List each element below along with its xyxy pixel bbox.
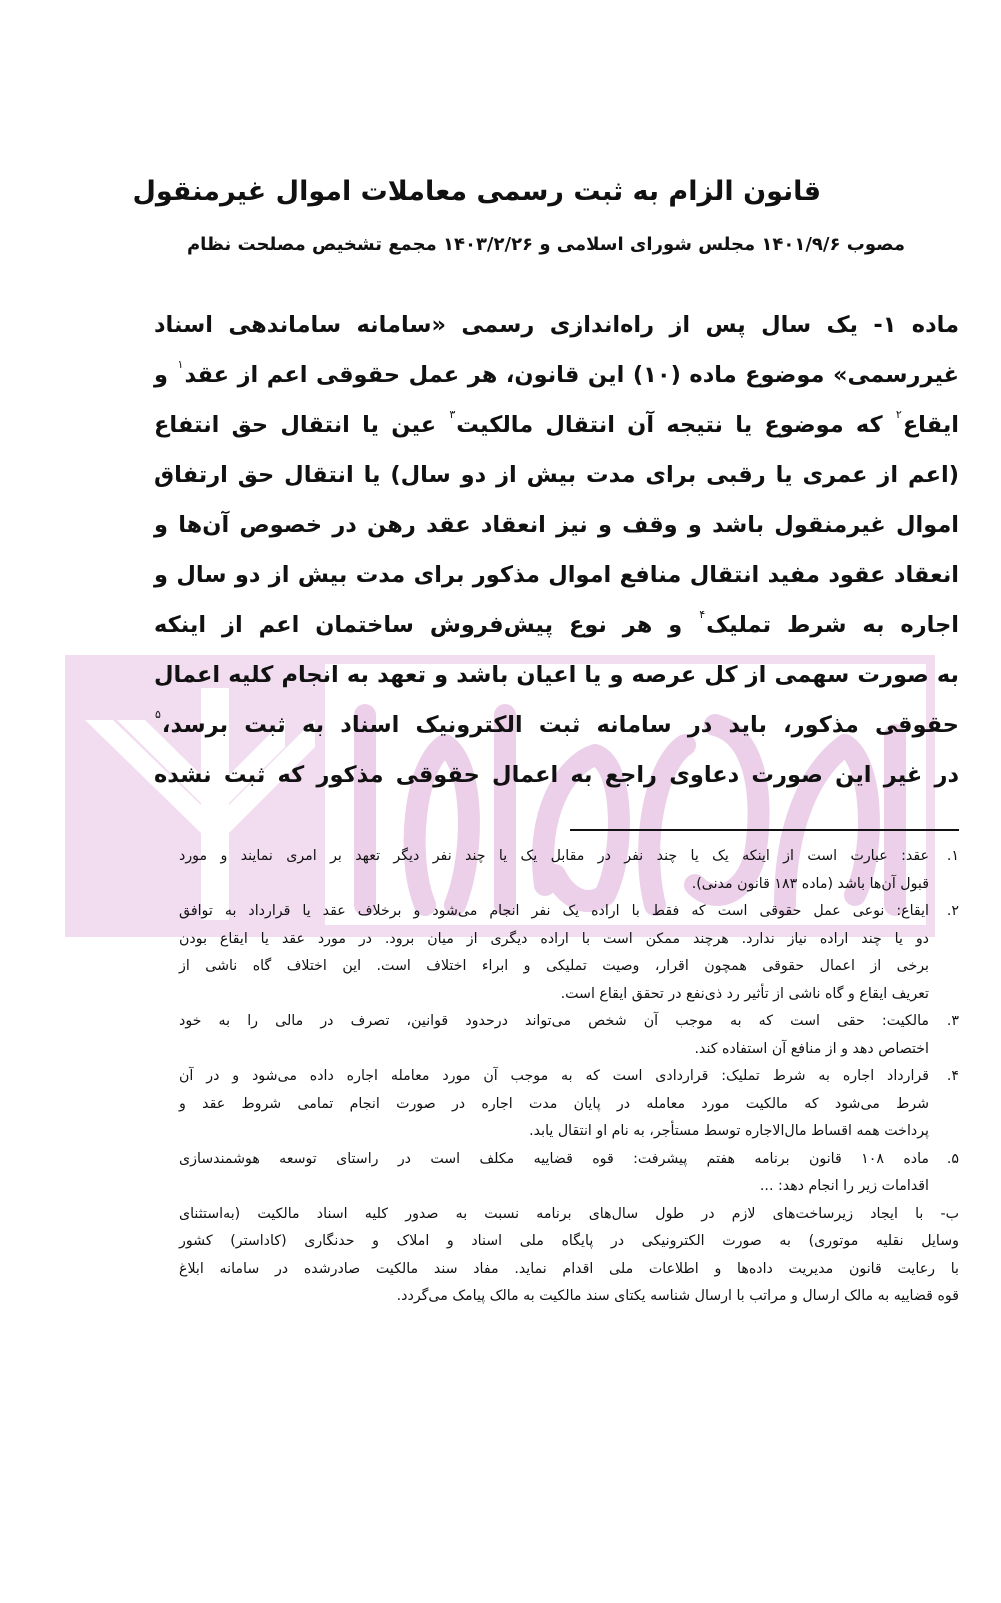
footnote-line: تعریف ایقاع و گاه ناشی از تأثیر رد ذی‌نفع در تحقق ایقاع است.	[560, 985, 929, 1002]
footnote-number: ۵.	[946, 1150, 959, 1167]
article-text: به صورت سهمی از کل عرصه و یا اعیان باشد و تعهد به انجام کلیه اعمال	[154, 662, 959, 688]
footnote-ref[interactable]: ۵	[155, 708, 161, 721]
footnote-ref[interactable]: ۴	[699, 608, 706, 621]
article-line	[154, 500, 959, 550]
article-text: در غیر این صورت دعاوی راجع به اعمال حقوقی مذکور که ثبت نشده	[154, 762, 959, 788]
article-line	[154, 700, 959, 750]
footnote-4	[179, 1063, 959, 1146]
footnote-5	[179, 1146, 959, 1201]
footnote-2	[179, 898, 959, 1008]
article-text: و هر نوع پیش‌فروش ساختمان اعم از اینکه	[154, 612, 699, 638]
footnote-line: با رعایت قانون مدیریت داده‌ها و اطلاعات ملی اقدام نماید. مفاد سند مالکیت صادرشده در سامانه ابلاغ	[179, 1260, 959, 1277]
footnote-line: شرط می‌شود که مالکیت مورد معامله در پایان مدت اجاره در صورت انجام تمامی شروط عقد و	[179, 1095, 929, 1112]
footnote-line: برخی از اعمال حقوقی همچون اقرار، وصیت تملیکی و ابراء اختلاف است. این اختلاف گاه ناشی از	[179, 958, 929, 974]
footnote-line: مالکیت: حقی است که به موجب آن شخص می‌تواند درحدود قوانین، تصرف در مالی را به خود	[179, 1013, 929, 1029]
footnote-number: ۴.	[946, 1068, 959, 1084]
document-subtitle: مصوب ۱۴۰۱/۹/۶ مجلس شورای اسلامی و ۱۴۰۳/۲/۲۶ مجمع تشخیص مصلحت نظام	[186, 234, 905, 255]
footnote-number: ۳.	[946, 1013, 959, 1029]
article-text: حقوقی مذکور، باید در سامانه ثبت الکترونیک اسناد به ثبت برسد،	[161, 712, 959, 738]
article-text: ایقاع	[902, 412, 959, 438]
footnote-line: اقدامات زیر را انجام دهد: ...	[759, 1178, 929, 1194]
footnote-5-clause-b	[179, 1201, 959, 1311]
footnote-line: وسایل نقلیه موتوری) به صورت الکترونیکی در پایگاه ملی اسناد و املاک و حدنگاری (کاداستر) کشور	[179, 1233, 959, 1249]
footnote-line: قوه قضاییه به مالک ارسال و مراتب با ارسال شناسه یکتای سند مالکیت به مالک پیامک می‌گردد.	[396, 1288, 959, 1304]
footnote-line: ب- با ایجاد زیرساخت‌های لازم در طول سال‌های برنامه نسبت به صدور کلیه اسناد مالکیت (به‌استثنای	[179, 1205, 959, 1222]
article-text: و	[154, 362, 177, 388]
footnote-line: اختصاص دهد و از منافع آن استفاده کند.	[694, 1040, 929, 1057]
article-line	[154, 450, 959, 500]
article-text: اموال غیرمنقول باشد و وقف و نیز انعقاد عقد رهن در خصوص آن‌ها و	[154, 512, 959, 538]
document-title: قانون الزام به ثبت رسمی معاملات اموال غیرمنقول	[132, 176, 821, 207]
article-text: که موضوع یا نتیجه آن انتقال مالکیت	[456, 412, 895, 438]
footnote-ref[interactable]: ۳	[449, 408, 456, 421]
footnote-number: ۱.	[946, 848, 959, 864]
article-line	[154, 350, 959, 400]
article-text: ماده ۱- یک سال پس از راه‌اندازی رسمی «سامانه ساماندهی اسناد	[154, 312, 959, 338]
footnote-line: قرارداد اجاره به شرط تملیک: قراردادی است که به موجب آن مورد معامله اجاره داده می‌شود و در آن	[179, 1068, 929, 1084]
article-line	[154, 400, 959, 450]
footnote-line: قبول آن‌ها باشد (ماده ۱۸۳ قانون مدنی).	[691, 875, 929, 892]
article-1	[154, 300, 959, 800]
footnotes	[179, 843, 959, 1311]
article-text: (اعم از عمری یا رقبی برای مدت بیش از دو سال) یا انتقال حق ارتفاق	[154, 462, 959, 488]
article-text: اجاره به شرط تملیک	[706, 612, 960, 638]
footnote-ref[interactable]: ۲	[895, 408, 902, 421]
article-line	[154, 550, 959, 600]
article-line	[154, 750, 959, 800]
footnote-line: عقد: عبارت است از اینکه یک یا چند نفر در مقابل یک یا چند نفر دیگر تعهد بر امری نمایند و مورد	[179, 848, 929, 864]
article-text: انعقاد عقود مفید انتقال منافع اموال مذکور برای مدت بیش از دو سال و	[154, 562, 959, 588]
article-text: غیررسمی» موضوع ماده (۱۰) این قانون، هر عمل حقوقی اعم از عقد	[184, 362, 959, 388]
article-line	[154, 600, 959, 650]
footnote-line: پرداخت همه اقساط مال‌الاجاره توسط مستأجر، به نام او انتقال یابد.	[529, 1123, 929, 1139]
footnote-line: دو یا چند اراده نیاز ندارد. هرچند ممکن است با اراده دیگری از میان برود. در مورد عقد یا ایقاع بودن	[179, 930, 929, 947]
footnote-ref[interactable]: ۱	[177, 358, 184, 371]
footnote-separator	[570, 829, 959, 831]
footnote-line: ایقاع: نوعی عمل حقوقی است که فقط با اراده یک نفر انجام می‌شود و برخلاف عقد یا قرارداد به توافق	[179, 903, 929, 919]
article-text: عین یا انتقال حق انتفاع	[154, 412, 449, 438]
footnote-line: ماده ۱۰۸ قانون برنامه هفتم پیشرفت: قوه قضاییه مکلف است در راستای توسعه هوشمندسازی	[179, 1150, 930, 1167]
footnote-1	[179, 843, 959, 898]
article-line	[154, 300, 959, 350]
footnote-number: ۲.	[946, 903, 959, 919]
footnote-3	[179, 1008, 959, 1063]
article-line	[154, 650, 959, 700]
